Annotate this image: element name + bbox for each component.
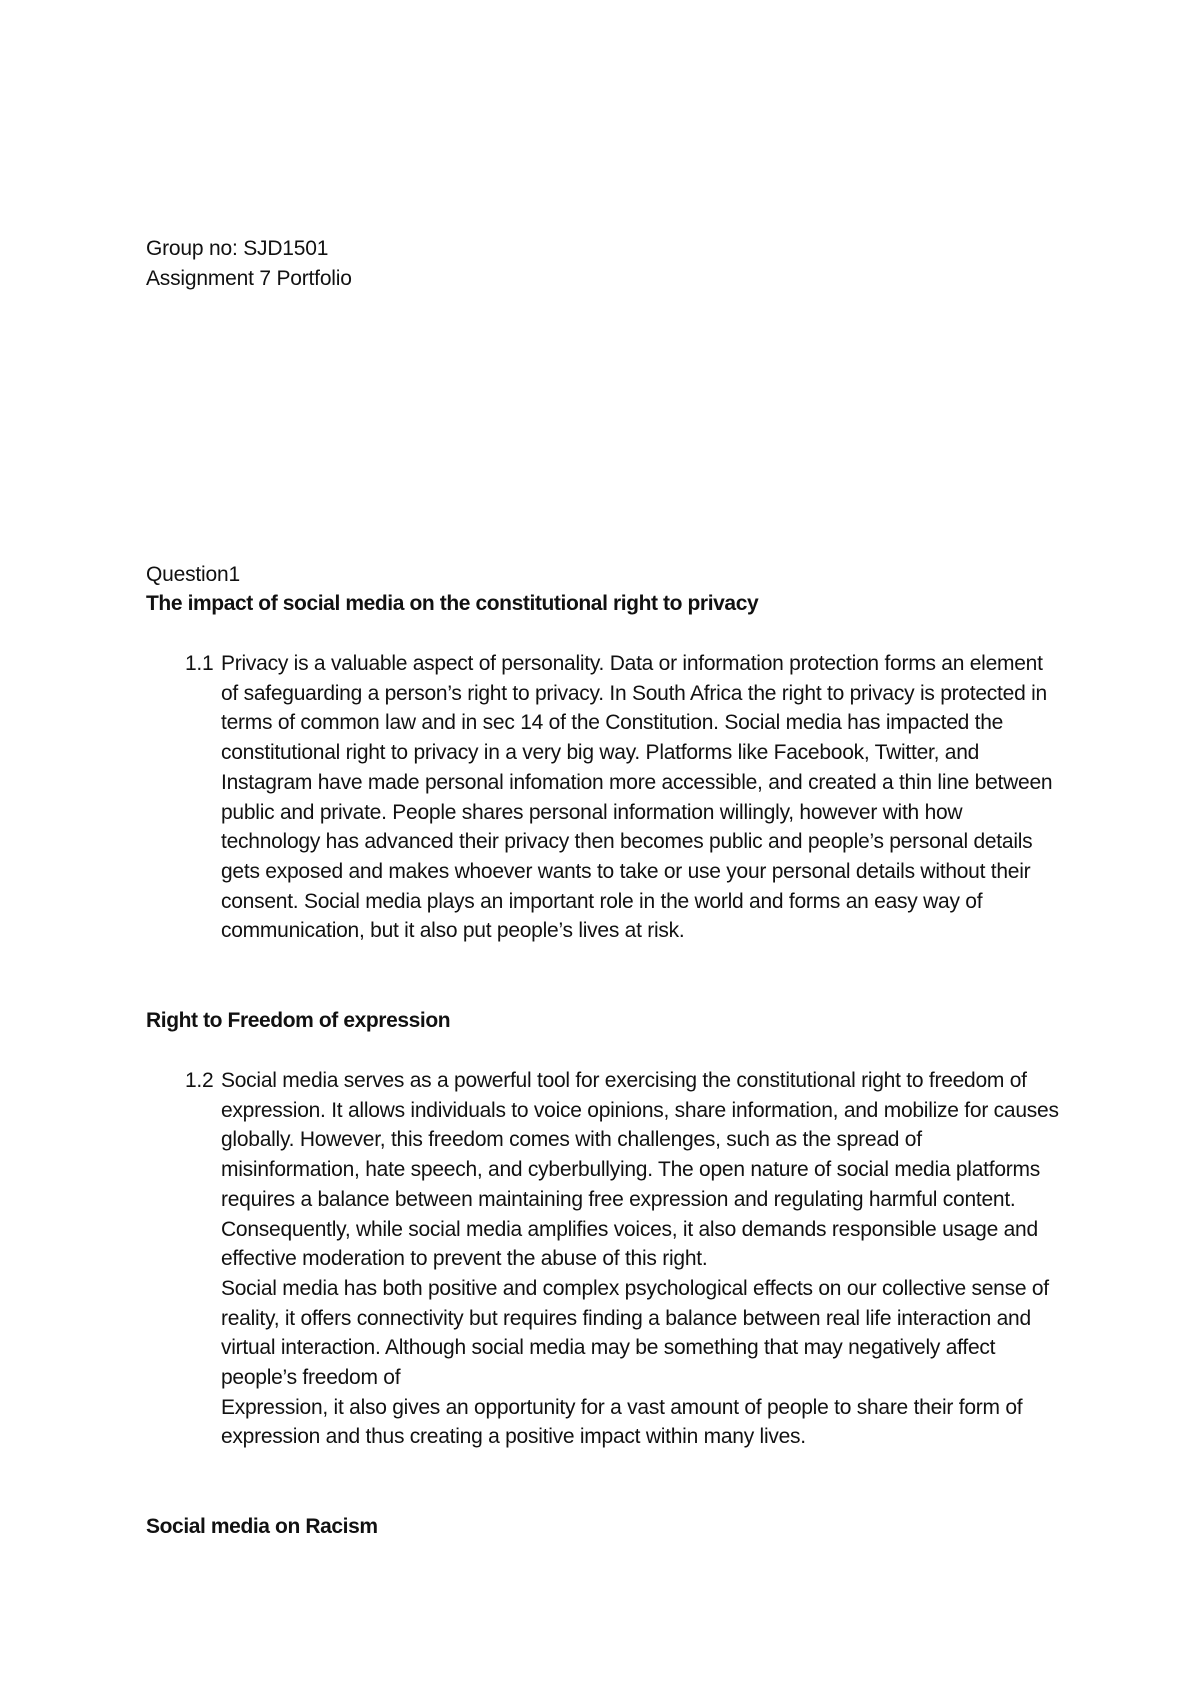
- item-paragraph: Expression, it also gives an opportunity for a vast amount of people to share their form of expression and thus creating a positive impact within many lives.: [221, 1395, 1023, 1449]
- list-item-1-2: [185, 1066, 1065, 1452]
- item-body: [185, 649, 1065, 946]
- section-heading-freedom: Right to Freedom of expression: [146, 1009, 451, 1032]
- list-item-1-1: [185, 649, 1065, 946]
- item-body: [185, 1066, 1065, 1452]
- assignment-title: Assignment 7 Portfolio: [146, 267, 352, 290]
- item-paragraph: Social media serves as a powerful tool for exercising the constitutional right to freedom of expression. It allows individuals to voice opinions, share information, and mobilize for causes globally. However, this freedom comes with challenges, such as the spread of misinformation, hate speech, and cyberbullying. The open nature of social media platforms requires a balance between maintaining free expression and regulating harmful content. Consequently, while social media amplifies voices, it also demands responsible usage and effective moderation to prevent the abuse of this right.: [221, 1069, 1059, 1271]
- item-number: 1.2: [185, 1069, 214, 1092]
- question-label: Question1: [146, 563, 240, 586]
- question-title: The impact of social media on the constitutional right to privacy: [146, 592, 759, 615]
- section-heading-racism: Social media on Racism: [146, 1515, 378, 1538]
- group-number: Group no: SJD1501: [146, 237, 329, 260]
- item-paragraph: Privacy is a valuable aspect of personality. Data or information protection forms an element of safeguarding a person’s right to privacy. In South Africa the right to privacy is protected in terms of common law and in sec 14 of the Constitution. Social media has impacted the constitutional right to privacy in a very big way. Platforms like Facebook, Twitter, and Instagram have made personal infomation more accessible, and created a thin line between public and private. People shares personal information willingly, however with how technology has advanced their privacy then becomes public and people’s personal details gets exposed and makes whoever wants to take or use your personal details without their consent. Social media plays an important role in the world and forms an easy way of communication, but it also put people’s lives at risk.: [221, 652, 1053, 943]
- item-number: 1.1: [185, 652, 214, 675]
- item-paragraph: Social media has both positive and complex psychological effects on our collective sense of reality, it offers connectivity but requires finding a balance between real life interaction and virtual interaction. Although social media may be something that may negatively affect people’s freedom of: [221, 1276, 1049, 1390]
